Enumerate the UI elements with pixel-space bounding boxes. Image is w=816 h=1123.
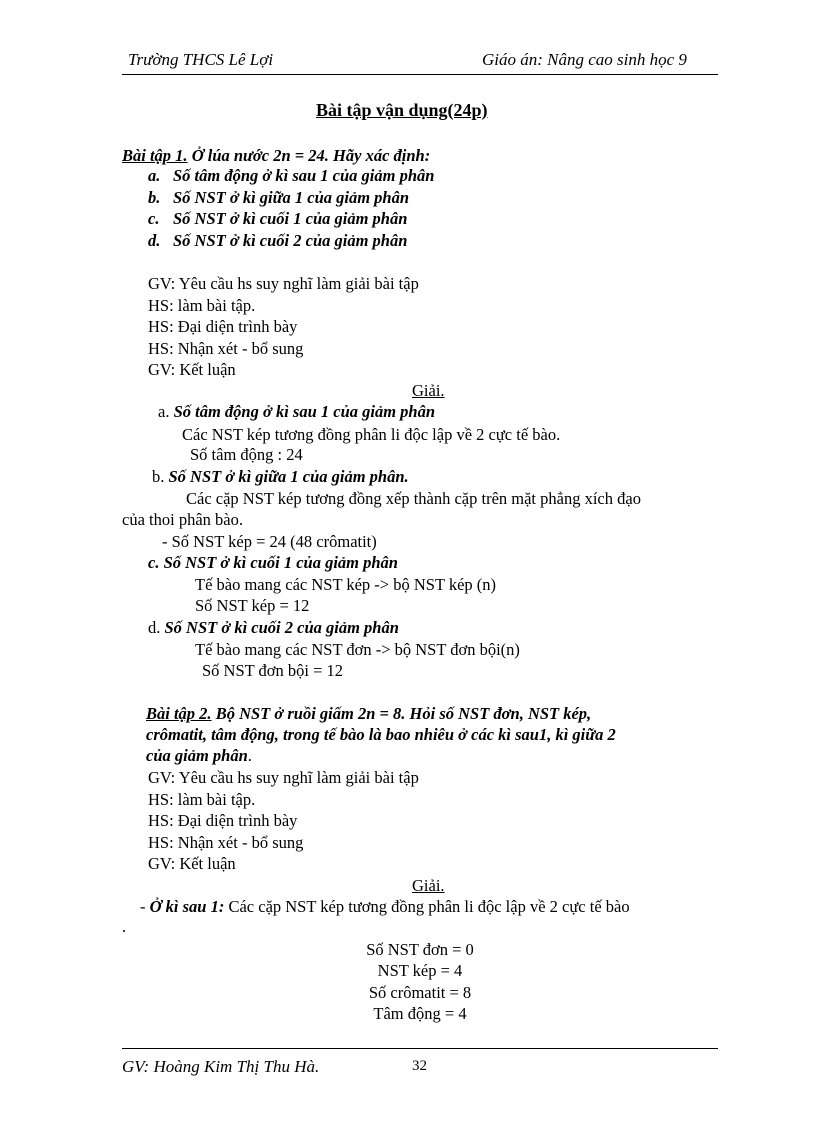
ex2-question-line: crômatit, tâm động, trong tế bào là bao nhiêu ở các kì sau1, kì giữa 2 [146, 725, 616, 744]
page-title: Bài tập vận dụng(24p) [316, 100, 488, 120]
footer-rule [122, 1048, 718, 1049]
ex1-label: Bài tập 1. [122, 146, 188, 165]
ex2-step: GV: Yêu cầu hs suy nghĩ làm giải bài tập [148, 768, 419, 787]
ex2-step: HS: làm bài tập. [148, 790, 256, 809]
ex1-sol-d-line: Số NST đơn bội = 12 [202, 661, 344, 680]
ex1-item-d: d. Số NST ở kì cuối 2 của giảm phân [148, 231, 408, 250]
ex1-step: GV: Yêu cầu hs suy nghĩ làm giải bài tập [148, 274, 419, 293]
ex1-question: Ở lúa nước 2n = 24. Hãy xác định: [187, 146, 431, 165]
ex1-sol-d-line: Tế bào mang các NST đơn -> bộ NST đơn bội(n) [195, 640, 520, 659]
ex2-heading [146, 704, 591, 724]
ex2-result: NST kép = 4 [377, 961, 463, 980]
ex1-sol-b-line: của thoi phân bào. [122, 510, 243, 529]
header-school: Trường THCS Lê Lợi [128, 50, 274, 69]
ex1-step: GV: Kết luận [148, 360, 236, 379]
ex1-step: HS: làm bài tập. [148, 296, 256, 315]
ex1-sol-b-line: Các cặp NST kép tương đồng xếp thành cặp trên mặt phẳng xích đạo [186, 489, 641, 508]
ex1-sol-c-line: Số NST kép = 12 [195, 596, 310, 615]
ex1-sol-c-heading: c. Số NST ở kì cuối 1 của giảm phân [148, 553, 398, 572]
header-rule [122, 74, 718, 75]
ex1-sol-c-line: Tế bào mang các NST kép -> bộ NST kép (n) [195, 575, 497, 594]
ex1-sol-a-line: Số tâm động : 24 [190, 445, 303, 464]
ex1-solution-title: Giải. [412, 381, 445, 400]
page-number: 32 [412, 1058, 427, 1074]
ex1-sol-d-heading: d. Số NST ở kì cuối 2 của giảm phân [148, 618, 399, 637]
ex1-sol-b-heading: b. Số NST ở kì giữa 1 của giảm phân. [152, 467, 409, 486]
footer-teacher: GV: Hoàng Kim Thị Thu Hà. [122, 1057, 320, 1076]
ex1-heading [122, 146, 430, 166]
ex1-sol-a-line: Các NST kép tương đồng phân li độc lập về 2 cực tế bào. [182, 425, 561, 444]
ex1-item-a: a. Số tâm động ở kì sau 1 của giảm phân [148, 166, 435, 185]
ex1-step: HS: Nhận xét - bổ sung [148, 339, 304, 358]
ex2-step: HS: Nhận xét - bổ sung [148, 833, 304, 852]
ex1-sol-b-line: - Số NST kép = 24 (48 crômatit) [162, 532, 377, 551]
header-subject: Giáo án: Nâng cao sinh học 9 [482, 50, 687, 69]
ex2-label: Bài tập 2. [146, 704, 212, 723]
ex2-sol-dot: . [122, 917, 127, 936]
ex1-item-c: c. Số NST ở kì cuối 1 của giảm phân [148, 209, 408, 228]
ex2-question: Bộ NST ở ruồi giấm 2n = 8. Hỏi số NST đơn, NST kép, [211, 704, 592, 723]
ex2-question-line: của giảm phân. [146, 746, 252, 765]
ex2-step: GV: Kết luận [148, 854, 236, 873]
ex2-result: Tâm động = 4 [373, 1004, 467, 1023]
ex2-step: HS: Đại diện trình bày [148, 811, 298, 830]
ex1-item-b: b. Số NST ở kì giữa 1 của giảm phân [148, 188, 410, 207]
ex1-sol-a-heading: a. Số tâm động ở kì sau 1 của giảm phân [158, 402, 436, 421]
ex2-result: Số crômatit = 8 [368, 983, 472, 1002]
ex2-solution-title: Giải. [412, 876, 445, 895]
ex2-sol-line: - Ở kì sau 1: Các cặp NST kép tương đồng phân li độc lập về 2 cực tế bào [140, 897, 630, 916]
ex2-result: Số NST đơn = 0 [366, 940, 474, 959]
ex1-step: HS: Đại diện trình bày [148, 317, 298, 336]
